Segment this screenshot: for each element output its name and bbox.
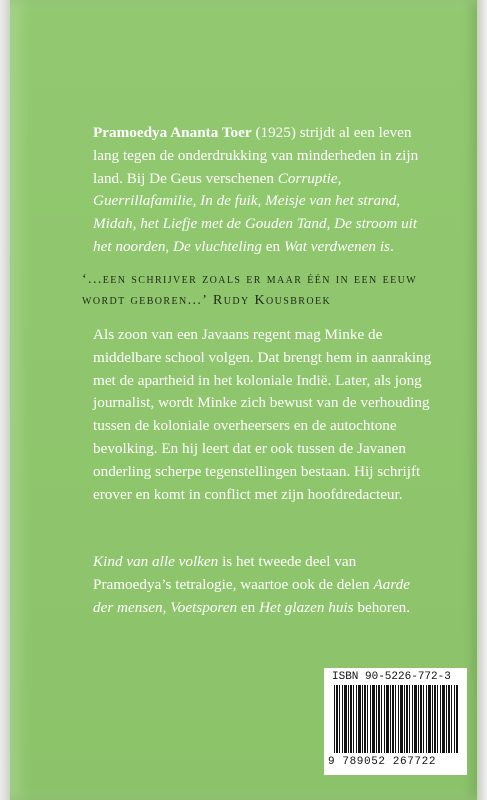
bio-text: strijdt al een leven lang tegen de onderdrukking van minderheden in zijn land. Bij De Geus verschenen [93,124,419,187]
book-title: De stroom uit het noorden [93,215,418,255]
series-text: behoren. [353,598,411,616]
separator: , [337,169,342,187]
separator: , [257,192,266,210]
author-bio-paragraph [93,122,433,259]
review-quote [82,269,462,311]
author-year: (1925) [251,124,296,141]
book-title: De vluchteling [173,237,262,255]
separator: , [162,598,171,616]
book-title: Voetsporen [170,598,238,616]
book-title: Kind van alle volken [93,553,219,570]
separator: . [389,237,394,255]
book-title: Guerrillafamilie [93,192,193,210]
author-name: Pramoedya Ananta Toer [93,124,252,141]
quote-author: Rudy Kousbroek [213,293,332,308]
separator: en [262,237,284,255]
book-title: Wat verdwenen is [283,237,390,255]
isbn-label: ISBN 90-5226-772-3 [332,671,451,683]
quote-text: ‘...een schrijver zoals er maar één in een eeuw wordt geboren...’ [82,272,418,308]
book-title: Corruptie [277,169,338,187]
book-title: Aarde der mensen [93,575,411,616]
book-title: Meisje van het strand [265,192,397,210]
left-background-edge [0,0,10,800]
book-title: In de fuik [200,192,258,210]
separator: , [192,192,201,210]
ean-digits: 9 789052 267722 [328,756,437,768]
series-paragraph [93,551,433,619]
separator: , [396,192,401,210]
series-text: is het tweede deel van Pramoedya’s tetralogie, waartoe ook de delen [93,553,374,593]
separator: , [165,237,174,255]
separator: en [237,598,260,616]
right-background-edge [477,0,487,800]
separator: , [326,215,335,233]
synopsis-paragraph: Als zoon van een Javaans regent mag Minke de middelbare school volgen. Dat brengt hem in aanraking met de apartheid in het koloniale Indië. Later, als jong journalist, wordt Minke zich bewust van de verhouding tussen de koloniale overheersers en de autochtone bevolking. En hij leert dat er ook tussen de Javanen onderling scherpe tegenstellingen bestaan. Hij schrijft erover en komt in conflict met zijn hoofdredacteur. [93,326,432,503]
book-title: Het glazen huis [259,598,354,616]
book-title: Midah, het Liefje met de Gouden Tand [93,215,327,233]
isbn-barcode [324,668,467,775]
barcode-bars [334,685,458,753]
